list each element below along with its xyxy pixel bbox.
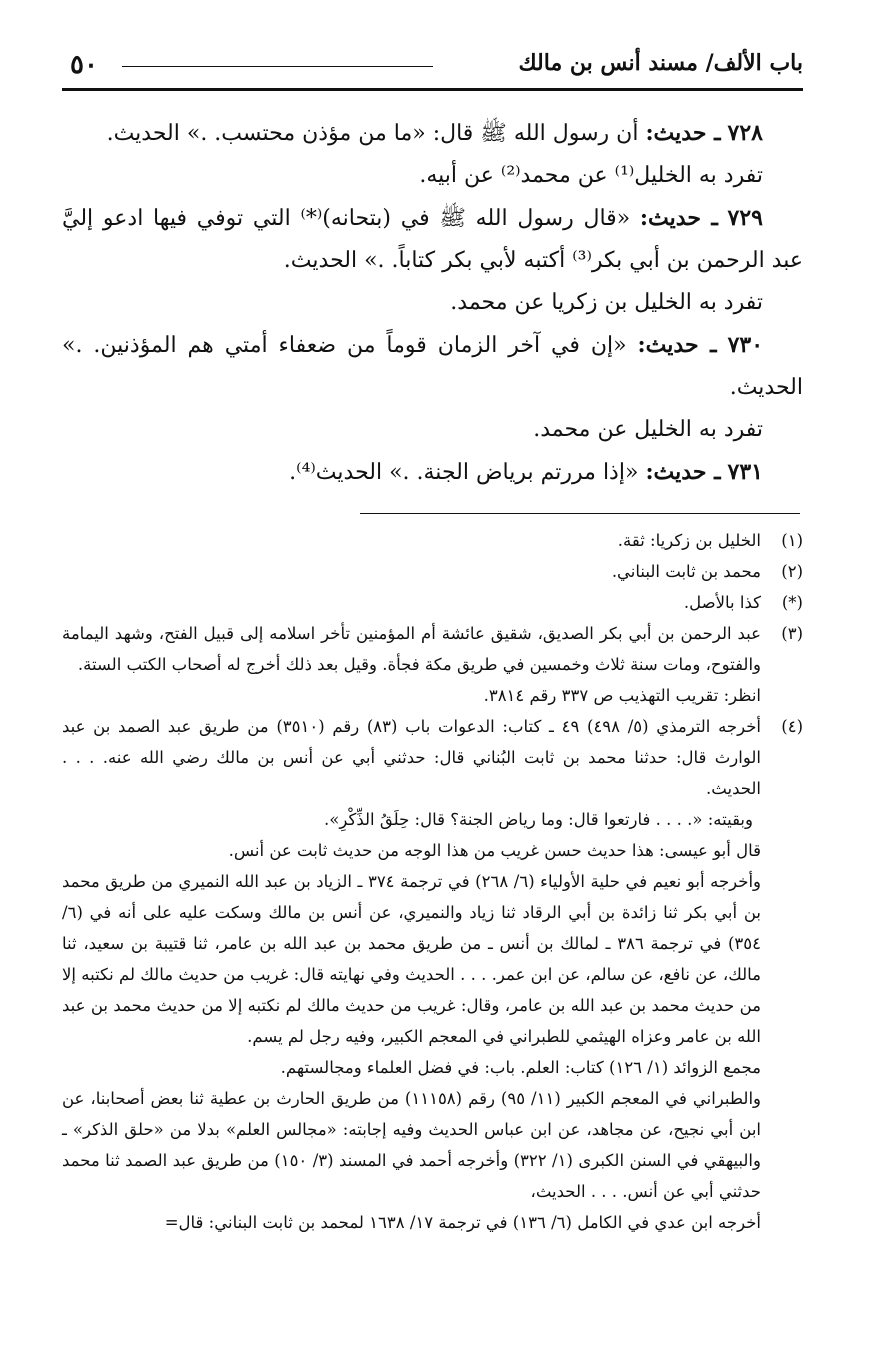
footnote-2 xyxy=(62,556,803,587)
hadith-number: ٧٣١ xyxy=(727,459,763,485)
hadith-label: ـ حديث: xyxy=(645,120,721,146)
main-text xyxy=(62,112,803,494)
hadith-text: «قال رسول الله ﷺ في (بتحانه)⁽*⁾ التي توفي فيها ادعو إليَّ عبد الرحمن بن أبي بكر⁽³⁾ أكتبه لأبي بكر كتاباً. .» الحديث. xyxy=(62,206,803,273)
header-rule xyxy=(122,66,433,67)
hadith-number: ٧٢٩ xyxy=(727,205,763,231)
hadith-730 xyxy=(62,324,803,409)
footnote-paragraph: مجمع الزوائد (١/ ١٢٦) كتاب: العلم. باب: في فضل العلماء ومجالستهم. xyxy=(280,1058,761,1077)
hadith-729 xyxy=(62,197,803,282)
footnote-mark: (٤) xyxy=(781,717,803,736)
footnote-paragraph: وبقيته: «. . . . فارتعوا قال: وما رياض الجنة؟ قال: حِلَقُ الذِّكْرِ». xyxy=(324,810,753,829)
narration-note-729: تفرد به الخليل بن زكريا عن محمد. xyxy=(450,290,763,315)
footnote-text: عبد الرحمن بن أبي بكر الصديق، شقيق عائشة أم المؤمنين تأخر اسلامه إلى قبيل الفتح، وشهد اليمامة والفتوح، ومات سنة ثلاث وخمسين في طريق مكة فجأة. وقيل بعد ذلك أخرج له أصحاب الكتب الستة. xyxy=(62,624,761,674)
footnote-mark: (*) xyxy=(781,593,803,612)
footnote-reference: انظر: تقريب التهذيب ص ٣٣٧ رقم ٣٨١٤. xyxy=(483,686,761,705)
footnote-separator xyxy=(360,513,800,514)
page-header xyxy=(62,40,803,91)
footnote-mark: (٢) xyxy=(781,562,803,581)
footnote-mark: (١) xyxy=(781,531,803,550)
narration-note-730: تفرد به الخليل عن محمد. xyxy=(533,417,763,442)
hadith-731 xyxy=(62,451,803,494)
footnote-paragraph: أخرجه ابن عدي في الكامل (٦/ ١٣٦) في ترجمة ١٧/ ١٦٣٨ لمحمد بن ثابت البناني: قال= xyxy=(164,1213,761,1232)
footnote-4 xyxy=(62,711,803,1238)
hadith-label: ـ حديث: xyxy=(637,332,717,358)
page-number: ٥٠ xyxy=(70,50,98,80)
narration-note-728: تفرد به الخليل⁽¹⁾ عن محمد⁽²⁾ عن أبيه. xyxy=(419,163,763,188)
hadith-label: ـ حديث: xyxy=(645,459,721,485)
footnote-1 xyxy=(62,525,803,556)
footnote-paragraph: وأخرجه أبو نعيم في حلية الأولياء (٦/ ٢٦٨) في ترجمة ٣٧٤ ـ الزياد بن عبد الله النميري من طريق محمد بن أبي بكر ثنا زائدة بن أبي الرقاد ثنا زياد والنميري، عن أنس بن مالك وسكت عليه على أنه في (٦/ ٣٥٤) في ترجمة ٣٨٦ ـ لمالك بن أنس ـ من طريق محمد بن عبد الله بن عامر، ثنا قتيبة بن سعيد، ثنا مالك، عن نافع، عن سالم، عن ابن عمر. . . . الحديث وفي نهايته قال: غريب من حديث مالك لم نكتبه إلا من حديث محمد بن عبد الله بن عامر، وقال: غريب من حديث مالك لم نكتبه إلا من حديث محمد بن عبد الله بن عامر وعزاه الهيثمي للطبراني في المعجم الكبير، وفيه رجل لم يسم. xyxy=(62,872,761,1046)
footnote-3 xyxy=(62,618,803,711)
hadith-text: «إن في آخر الزمان قوماً من ضعفاء أمتي هم المؤذنين. .» الحديث. xyxy=(62,333,803,400)
footnote-paragraph: أخرجه الترمذي (٥/ ٤٩٨) ٤٩ ـ كتاب: الدعوات باب (٨٣) رقم (٣٥١٠) من طريق عبد الصمد بن عبد الوارث قال: حدثنا محمد بن ثابت البُناني قال: حدثني أبي عن أنس بن مالك رضي الله عنه. . . . الحديث. xyxy=(62,717,761,798)
hadith-number: ٧٣٠ xyxy=(727,332,764,358)
hadith-text: أن رسول الله ﷺ قال: «ما من مؤذن محتسب. .» الحديث. xyxy=(106,121,639,146)
hadith-text: «إذا مررتم برياض الجنة. .» الحديث⁽⁴⁾. xyxy=(289,460,639,485)
footnote-mark: (٣) xyxy=(781,624,803,643)
hadith-number: ٧٢٨ xyxy=(727,120,763,146)
footnote-paragraph: قال أبو عيسى: هذا حديث حسن غريب من هذا الوجه من حديث ثابت عن أنس. xyxy=(228,841,761,860)
hadith-728 xyxy=(62,112,803,155)
running-title: باب الألف/ مسند أنس بن مالك xyxy=(518,50,803,76)
hadith-label: ـ حديث: xyxy=(639,205,718,231)
footnote-text: الخليل بن زكريا: ثقة. xyxy=(617,531,761,550)
footnote-text: كذا بالأصل. xyxy=(683,593,761,612)
footnote-text: محمد بن ثابت البناني. xyxy=(611,562,761,581)
footnotes xyxy=(62,525,803,1238)
footnote-paragraph: والطبراني في المعجم الكبير (١١/ ٩٥) رقم (١١١٥٨) من طريق الحارث بن عطية ثنا بعض أصحابنا، عن ابن أبي نجيح، عن مجاهد، عن ابن عباس الحديث وفيه إجابته: «مجالس العلم» بدلا من «حلق الذكر» ـ والبيهقي في السنن الكبرى (١/ ٣٢٢) وأخرجه أحمد في المسند (٣/ ١٥٠) من طريق عبد الصمد ثنا محمد حدثني أبي عن أنس. . . . الحديث، xyxy=(62,1089,762,1201)
footnote-star xyxy=(62,587,803,618)
